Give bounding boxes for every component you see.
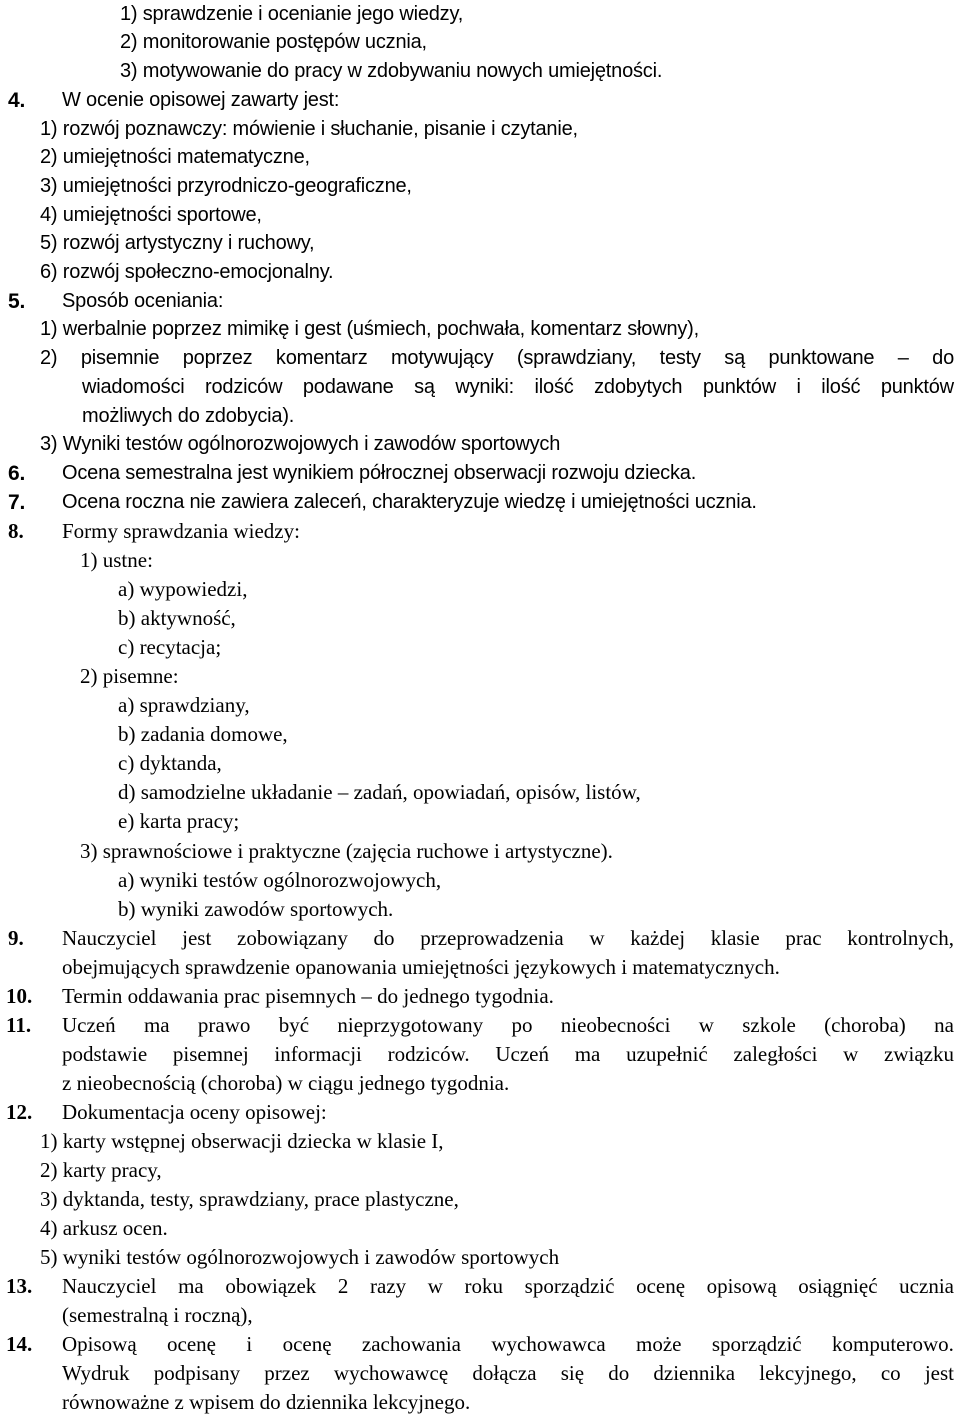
- text-line: Uczeń ma prawo być nieprzygotowany po nieobecności w szkole (choroba) na: [62, 1013, 954, 1037]
- text-line: (semestralną i roczną),: [62, 1303, 253, 1327]
- item-number: 8.: [8, 519, 24, 543]
- item-number: 9.: [8, 926, 24, 950]
- text-line: Termin oddawania prac pisemnych – do jednego tygodnia.: [62, 984, 554, 1008]
- text-line: 5) wyniki testów ogólnorozwojowych i zawodów sportowych: [40, 1245, 560, 1269]
- text-line: d) samodzielne układanie – zadań, opowiadań, opisów, listów,: [118, 780, 641, 804]
- item-number: 11.: [6, 1013, 32, 1037]
- text-line: 3) sprawnościowe i praktyczne (zajęcia ruchowe i artystyczne).: [80, 839, 613, 863]
- text-line: 1) ustne:: [80, 548, 153, 572]
- text-line: 3) umiejętności przyrodniczo-geograficzne,: [40, 175, 412, 197]
- text-line: 1) karty wstępnej obserwacji dziecka w klasie I,: [40, 1129, 444, 1153]
- text-line: a) sprawdziany,: [118, 693, 250, 717]
- text-line: c) dyktanda,: [118, 751, 222, 775]
- text-line: a) wyniki testów ogólnorozwojowych,: [118, 868, 442, 892]
- text-line: Ocena semestralna jest wynikiem półrocznej obserwacji rozwoju dziecka.: [62, 462, 697, 484]
- text-line: Formy sprawdzania wiedzy:: [62, 519, 300, 543]
- text-line: 1) sprawdzenie i ocenianie jego wiedzy,: [120, 3, 464, 25]
- item-number: 13.: [6, 1274, 33, 1298]
- text-line: a) wypowiedzi,: [118, 577, 248, 601]
- item-number: 4.: [8, 89, 26, 112]
- text-line: c) recytacja;: [118, 635, 222, 659]
- text-line: Dokumentacja oceny opisowej:: [62, 1100, 327, 1124]
- text-line: Opisową ocenę i ocenę zachowania wychowawca może sporządzić komputerowo.: [62, 1332, 954, 1356]
- text-line: 3) dyktanda, testy, sprawdziany, prace plastyczne,: [40, 1187, 459, 1211]
- text-line: 6) rozwój społeczno-emocjonalny.: [40, 261, 334, 283]
- text-line: e) karta pracy;: [118, 809, 240, 833]
- text-line: Nauczyciel jest zobowiązany do przeprowadzenia w każdej klasie prac kontrolnych,: [62, 926, 954, 950]
- text-line: podstawie pisemnej informacji rodziców. Uczeń ma uzupełnić zaległości w związku: [62, 1042, 954, 1066]
- text-line: 2) karty pracy,: [40, 1158, 162, 1182]
- text-line: 2) umiejętności matematyczne,: [40, 146, 310, 168]
- item-number: 14.: [6, 1332, 33, 1356]
- text-line: 3) Wyniki testów ogólnorozwojowych i zawodów sportowych: [40, 433, 561, 455]
- text-line: możliwych do zdobycia).: [82, 405, 295, 427]
- text-line: obejmujących sprawdzenie opanowania umiejętności językowych i matematycznych.: [62, 955, 780, 979]
- text-line: 1) werbalnie poprzez mimikę i gest (uśmiech, pochwała, komentarz słowny),: [40, 318, 699, 340]
- item-number: 12.: [6, 1100, 33, 1124]
- text-line: równoważne z wpisem do dziennika lekcyjnego.: [62, 1390, 471, 1414]
- item-number: 7.: [8, 491, 26, 514]
- text-line: 5) rozwój artystyczny i ruchowy,: [40, 232, 315, 254]
- text-line: b) wyniki zawodów sportowych.: [118, 897, 394, 921]
- text-line: 1) rozwój poznawczy: mówienie i słuchanie, pisanie i czytanie,: [40, 118, 578, 140]
- text-line: 4) arkusz ocen.: [40, 1216, 168, 1240]
- text-line: Wydruk podpisany przez wychowawcę dołącza się do dziennika lekcyjnego, co jest: [62, 1361, 954, 1385]
- item-number: 10.: [6, 984, 33, 1008]
- text-line: W ocenie opisowej zawarty jest:: [62, 89, 340, 111]
- text-line: Ocena roczna nie zawiera zaleceń, charakteryzuje wiedzę i umiejętności ucznia.: [62, 491, 757, 513]
- item-number: 6.: [8, 462, 26, 485]
- text-line: z nieobecnością (choroba) w ciągu jednego tygodnia.: [62, 1071, 510, 1095]
- text-line: wiadomości rodziców podawane są wyniki: ilość zdobytych punktów i ilość punktów: [82, 376, 954, 398]
- text-line: b) zadania domowe,: [118, 722, 288, 746]
- text-line: 2) pisemnie poprzez komentarz motywujący (sprawdziany, testy są punktowane – do: [40, 347, 954, 369]
- text-line: b) aktywność,: [118, 606, 236, 630]
- text-line: 2) pisemne:: [80, 664, 179, 688]
- text-line: 3) motywowanie do pracy w zdobywaniu nowych umiejętności.: [120, 60, 663, 82]
- text-line: 4) umiejętności sportowe,: [40, 204, 262, 226]
- item-number: 5.: [8, 290, 26, 313]
- text-line: 2) monitorowanie postępów ucznia,: [120, 31, 427, 53]
- text-line: Nauczyciel ma obowiązek 2 razy w roku sporządzić ocenę opisową osiągnięć ucznia: [62, 1274, 954, 1298]
- text-line: Sposób oceniania:: [62, 290, 224, 312]
